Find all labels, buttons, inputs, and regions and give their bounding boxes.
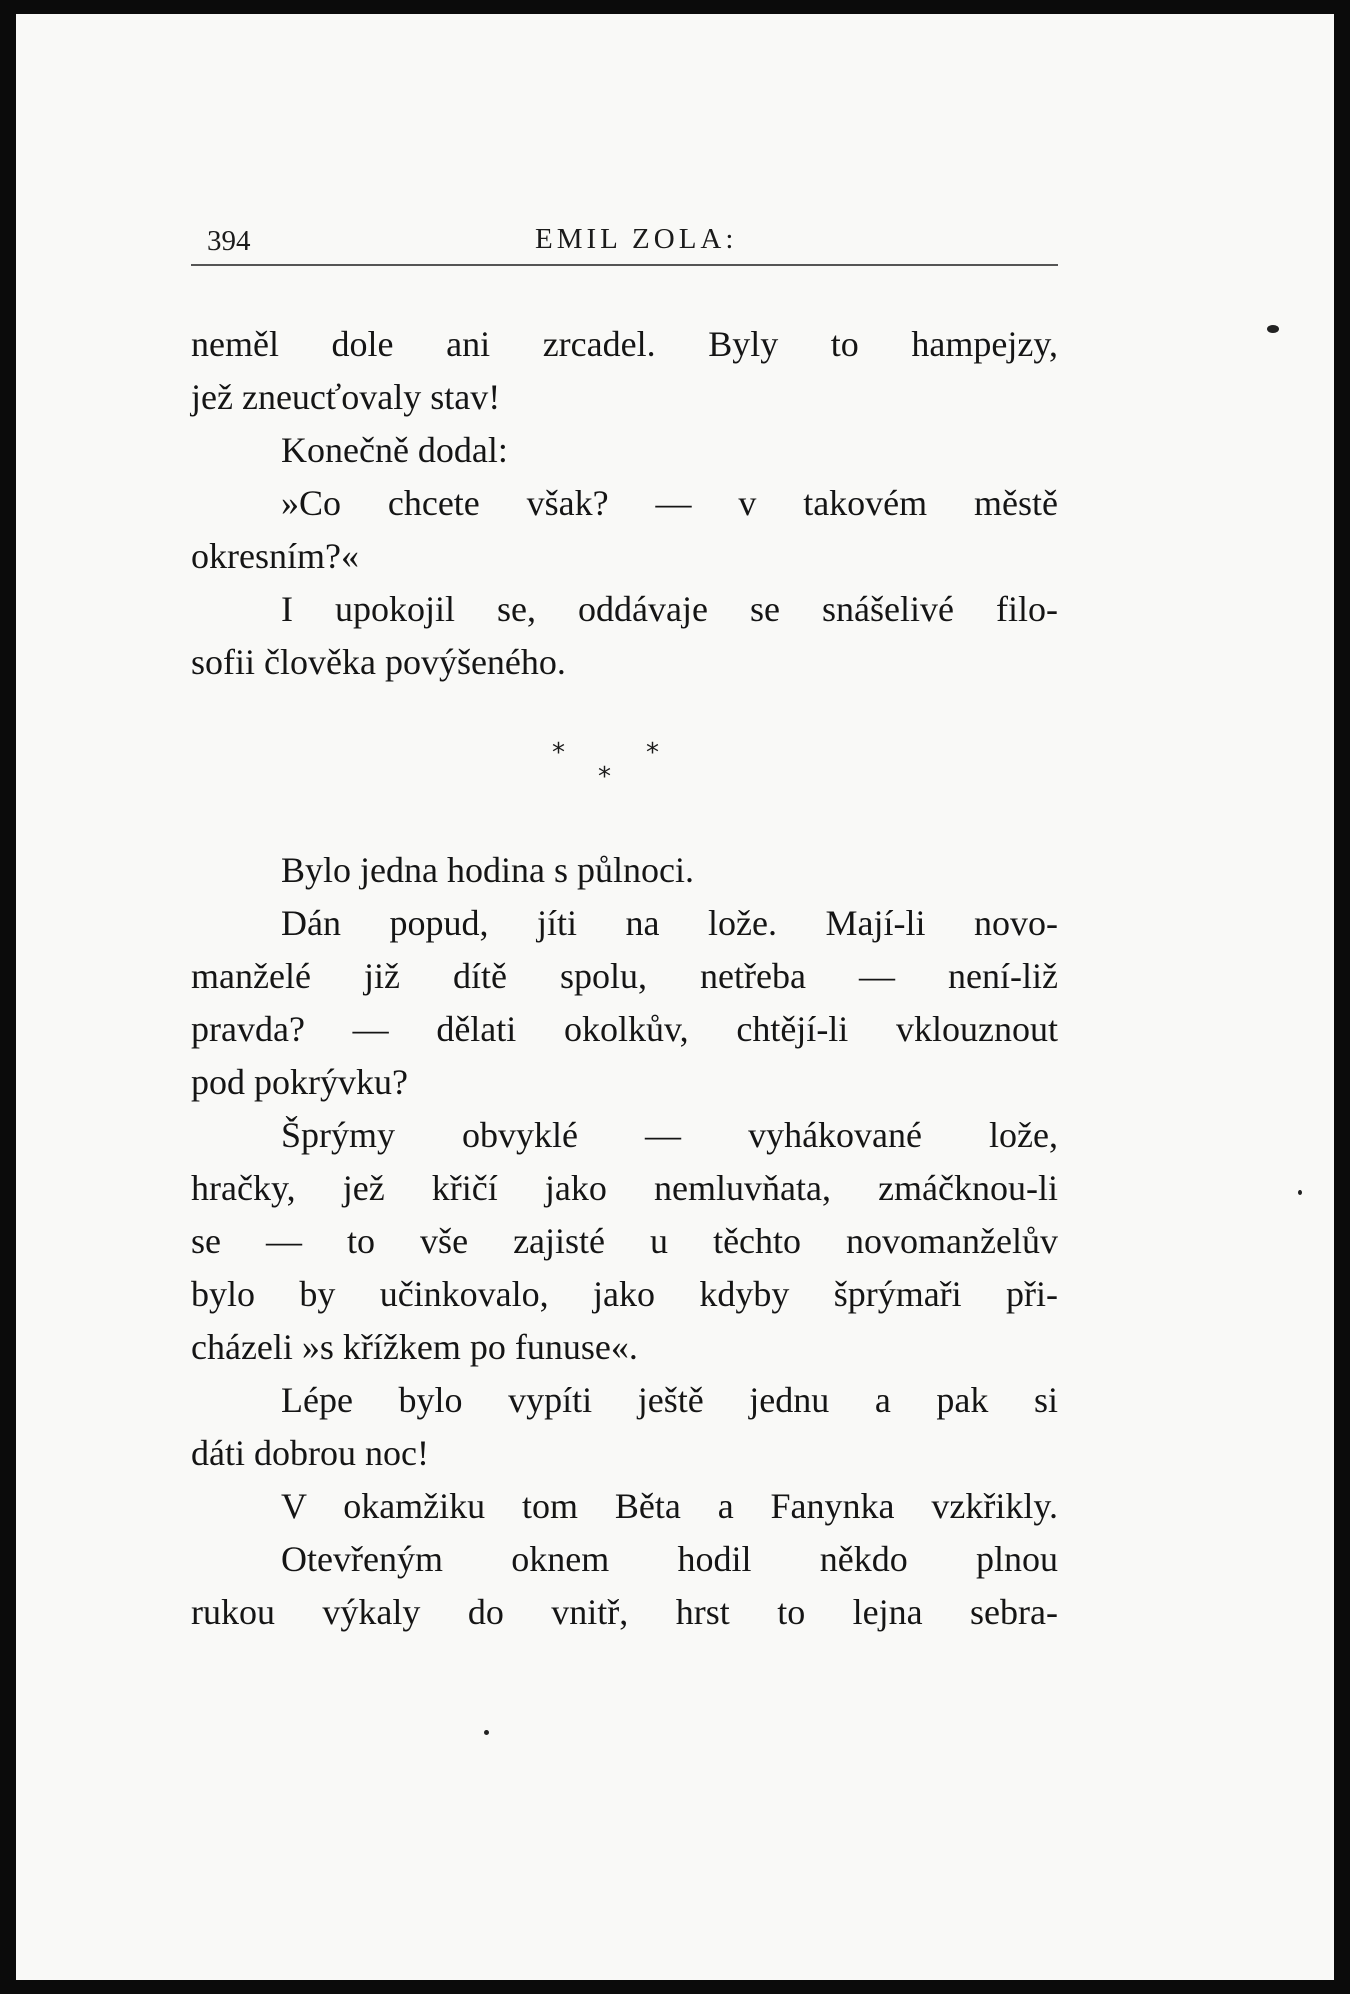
print-speck: [1267, 325, 1279, 333]
text-line: Lépe bylo vypíti ještě jednu a pak si: [281, 1380, 1058, 1420]
print-speck: [484, 1730, 489, 1735]
text-line: cházeli »s křížkem po funuse«.: [191, 1327, 638, 1367]
text-line: manželé již dítě spolu, netřeba — není-liž: [191, 956, 1058, 996]
text-line: jež zneucťovaly stav!: [191, 377, 501, 417]
text-line: I upokojil se, oddávaje se snášelivé filo-: [281, 589, 1058, 629]
page-number: 394: [207, 225, 251, 257]
asterisk: *: [552, 738, 565, 768]
text-line: Bylo jedna hodina s půlnoci.: [281, 850, 694, 890]
text-line: neměl dole ani zrcadel. Byly to hampejzy,: [191, 324, 1058, 364]
text-block-1: [191, 318, 1058, 689]
text-line: pod pokrývku?: [191, 1062, 408, 1102]
text-line: hračky, jež křičí jako nemluvňata, zmáčknou-li: [191, 1168, 1058, 1208]
text-line: Šprýmy obvyklé — vyhákované lože,: [281, 1115, 1058, 1155]
text-line: se — to vše zajisté u těchto novomanželův: [191, 1221, 1058, 1261]
asterisk: *: [646, 738, 659, 768]
text-line: pravda? — dělati okolkův, chtějí-li vklouznout: [191, 1009, 1058, 1049]
asterisk: *: [598, 762, 611, 792]
text-block-2: [191, 844, 1058, 1639]
running-title: EMIL ZOLA:: [535, 223, 738, 255]
text-line: V okamžiku tom Běta a Fanynka vzkřikly.: [281, 1486, 1058, 1526]
text-line: Dán popud, jíti na lože. Mají-li novo-: [281, 903, 1058, 943]
text-line: Otevřeným oknem hodil někdo plnou: [281, 1539, 1058, 1579]
text-line: rukou výkaly do vnitř, hrst to lejna sebra-: [191, 1592, 1058, 1632]
text-line: sofii člověka povýšeného.: [191, 642, 566, 682]
text-line: »Co chcete však? — v takovém městě: [281, 483, 1058, 523]
page-header: [207, 215, 1075, 279]
print-speck: [1298, 1190, 1302, 1195]
text-line: Konečně dodal:: [281, 430, 508, 470]
text-line: bylo by učinkovalo, jako kdyby šprýmaři při-: [191, 1274, 1058, 1314]
section-separator: [540, 738, 700, 798]
text-line: okresním?«: [191, 536, 359, 576]
header-rule: [191, 264, 1058, 266]
text-line: dáti dobrou noc!: [191, 1433, 429, 1473]
